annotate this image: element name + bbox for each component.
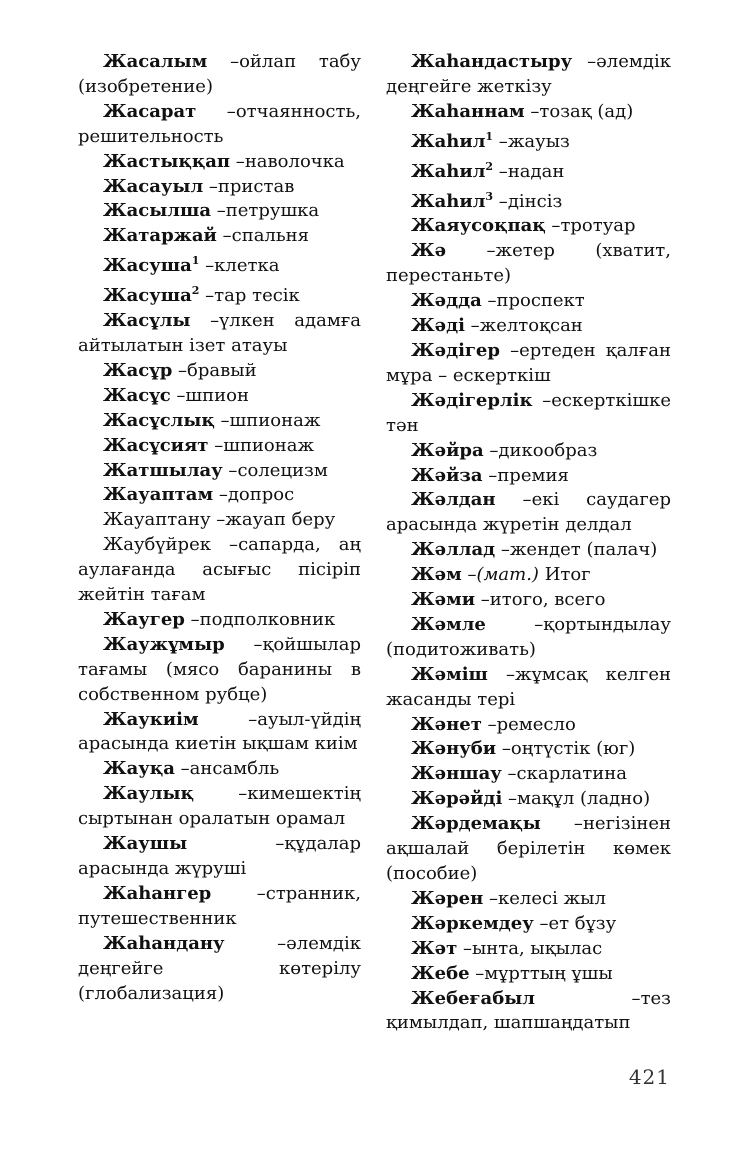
entry-homonym-number: 1 [485,129,494,143]
dictionary-entry [386,887,671,912]
entry-term: Жауқа [103,758,175,780]
entry-term: Жасарат [103,100,197,122]
entry-dash [190,310,219,331]
dictionary-entry [386,663,671,713]
entry-dash [211,509,226,530]
entry-definition: пристав [217,175,295,197]
entry-definition: негізінен ақшалай берілетін көмек (пособие) [386,813,671,884]
entry-term: Жаукиім [103,708,199,730]
dictionary-entry [386,937,671,962]
entry-definition: шпионаж [223,434,315,456]
dictionary-entry [386,563,671,588]
entry-definition: мұрттың ұшы [484,962,613,984]
entry-definition: кимешектің сыртынан оралатын орамал [78,783,361,830]
entry-definition: ремесло [496,713,576,735]
entry-dash [500,340,519,361]
entry-term: Жәйза [411,464,483,486]
entry-definition: шпионаж [229,409,321,431]
dictionary-entry [386,464,671,489]
entry-term: Жаһил [411,190,486,212]
entry-term: Жасуша [103,285,192,307]
entry-dash [541,813,583,834]
entry-definition: әлемдік деңгейге көтерілу (глобализация) [78,932,361,1004]
entry-definition: наволочка [244,150,345,172]
entry-term: Жәдігерлік [411,389,533,411]
entry-definition: жауыз [507,130,570,152]
entry-term: Жасылша [103,200,211,222]
dictionary-entry [78,359,361,384]
entry-dash [572,51,596,72]
entry-dash [496,489,532,510]
entry-dash [484,440,499,461]
entry-definition: қортындылау (подитоживать) [386,613,671,660]
entry-dash [225,933,287,954]
entry-definition: проспект [496,290,585,312]
dictionary-entry [386,762,671,787]
entry-definition: отчаянность, решительность [78,100,361,147]
entry-dash [199,709,258,730]
dictionary-entry [78,708,361,758]
entry-term: Жаулық [103,783,194,805]
entry-dash [482,290,497,311]
entry-term: Жаһил [411,130,486,152]
dictionary-entry [78,832,361,882]
entry-term: Жауаптану [103,509,211,531]
entry-definition: ынта, ықылас [471,937,603,959]
entry-dash [211,883,265,904]
entry-homonym-number: 3 [485,189,494,203]
entry-definition: қойшылар тағамы (мясо баранины в собственном рубце) [78,633,361,705]
entry-dash [502,788,517,809]
entry-dash [446,240,495,261]
entry-dash [208,435,223,456]
entry-term: Жаубүйрек [103,534,211,556]
entry-term: Жәді [411,315,465,337]
entry-term: Жаугер [103,608,185,630]
dictionary-entry [78,50,361,100]
entry-term: Жәрдемақы [411,813,541,835]
entry-dash [187,833,284,854]
entry-definition: оңтүстік (юг) [510,738,636,760]
entry-term: Жасалым [103,51,208,72]
entry-definition: желтоқсан [479,315,583,337]
dictionary-entry [386,737,671,762]
dictionary-entry [386,538,671,563]
entry-term: Жебе [411,962,470,984]
dictionary-entry [78,224,361,249]
entry-term: Жәйра [411,439,484,461]
entry-term: Жәміш [411,663,488,685]
entry-dash [483,465,498,486]
dictionary-entry [386,239,671,289]
entry-definition: подполковник [199,608,336,630]
entry-dash [194,783,247,804]
dictionary-entry [78,608,361,633]
entry-term: Жәнуби [411,738,497,760]
dictionary-entry [78,249,361,279]
entry-definition: әлемдік деңгейге жеткізу [386,51,671,97]
entry-dash [493,161,508,182]
dictionary-entry [78,633,361,708]
entry-term: Жатаржай [103,225,217,247]
dictionary-entry [386,987,671,1037]
dictionary-entry [386,289,671,314]
dictionary-entry [78,384,361,409]
entry-dash [525,101,540,122]
entry-dash [482,714,497,735]
entry-term: Жасұс [103,384,171,406]
entry-term: Жауаптам [103,484,214,506]
entry-definition: ансамбль [189,758,280,780]
entry-dash [207,51,239,72]
entry-definition: үлкен адамға айтылатын ізет атауы [78,310,361,356]
entry-definition: ауыл-үйдің арасында киетін ықшам киім [78,708,361,755]
dictionary-entry [386,912,671,937]
entry-definition: итого, всего [489,589,606,611]
entry-term: Жәллад [411,539,496,561]
entry-dash [462,564,477,585]
entry-dash [203,176,218,197]
page-number: 421 [628,1065,670,1089]
entry-term: Жасұр [103,359,173,381]
entry-dash [488,664,515,685]
entry-definition: жетер (хватит, перестаньте) [386,240,671,287]
dictionary-entry [78,483,361,508]
entry-definition: тротуар [560,215,636,237]
entry-dash [493,131,508,152]
dictionary-entry [78,757,361,782]
entry-term: Жәрен [411,887,484,909]
dictionary-entry [386,787,671,812]
entry-dash [534,913,549,934]
entry-dash [196,101,236,122]
entry-definition: ескерткішке тән [386,389,671,436]
entry-dash [211,200,226,221]
entry-definition: екі саудагер арасында жүретін делдал [386,489,671,536]
entry-term: Жәми [411,589,476,611]
entry-homonym-number: 1 [191,254,200,268]
entry-definition: премия [497,464,569,486]
entry-definition: сапарда, аң аулағанда асығыс пісіріп жейтін тағам [78,534,361,606]
entry-term: Жасауыл [103,175,204,197]
dictionary-entry [78,100,361,150]
entry-definition: Итог [544,564,591,586]
entry-term: Жаһангер [103,882,212,904]
entry-dash [175,758,190,779]
entry-dash [465,315,480,336]
entry-definition: спальня [231,225,310,247]
dictionary-entry [386,339,671,389]
dictionary-entry [386,713,671,738]
entry-definition: ойлап табу (изобретение) [78,51,361,97]
entry-dash [213,484,228,505]
entry-dash [185,609,200,630]
entry-definition: құдалар арасында жүруші [78,833,361,879]
entry-homonym-number: 2 [191,284,200,298]
entry-definition: клетка [214,255,280,277]
entry-dash [225,634,263,655]
entry-dash [223,460,238,481]
entry-dash [493,191,508,212]
entry-term: Жаушы [103,833,188,855]
entry-definition: петрушка [225,200,320,222]
dictionary-entry [78,279,361,309]
dictionary-entry [386,588,671,613]
entry-dash [495,539,510,560]
dictionary-entry [78,459,361,484]
entry-term: Жә [411,240,447,262]
dictionary-entry [78,782,361,832]
entry-homonym-number: 2 [485,159,494,173]
entry-term: Жәт [411,937,458,959]
entry-term: Жәнет [411,713,482,735]
entry-term: Жәмле [411,613,486,635]
entry-term: Жәркемдеу [411,912,534,934]
dictionary-entry [78,309,361,359]
dictionary-entry [78,150,361,175]
dictionary-entry [386,389,671,439]
entry-definition: жұмсақ келген жасанды тері [386,663,671,710]
entry-term: Жасұлы [103,310,191,332]
dictionary-entry [386,439,671,464]
dictionary-entry [386,962,671,987]
entry-term: Жәдігер [411,339,500,361]
entry-dash [215,410,230,431]
entry-definition: жауап беру [225,509,336,531]
dictionary-entry [386,488,671,538]
entry-term: Жасұслық [103,409,215,431]
entry-note: (мат.) [476,564,539,586]
entry-term: Жәрәйді [411,788,503,810]
entry-dash [502,763,517,784]
entry-dash [533,390,552,411]
entry-dash [546,215,561,236]
entry-dash [172,360,187,381]
entry-dash [230,151,245,172]
dictionary-entry [386,185,671,215]
entry-definition: бравый [187,359,257,381]
entry-term: Жаһандастыру [411,51,573,72]
dictionary-entry [78,508,361,533]
entry-term: Жәм [411,564,462,586]
entry-dash [457,938,472,959]
dictionary-entry [386,214,671,239]
left-column [78,50,361,1006]
entry-dash [199,285,214,306]
entry-definition: дикообраз [498,439,598,461]
entry-definition: келесі жыл [498,887,606,909]
entry-term: Жаужұмыр [103,633,225,655]
dictionary-entry [386,155,671,185]
entry-dash [470,963,485,984]
right-column [386,50,671,1036]
dictionary-entry [78,175,361,200]
entry-term: Жаһандану [103,932,225,954]
entry-definition: ертеден қалған мұра – ескерткіш [386,339,671,386]
entry-dash [199,255,214,276]
entry-definition: тар тесік [214,285,300,307]
entry-term: Жастыққап [103,150,231,172]
entry-term: Жаһил [411,160,486,182]
dictionary-entry [386,125,671,155]
entry-term: Жаяусоқпақ [411,215,546,237]
entry-term: Жәншау [411,763,502,785]
dictionary-entry [78,533,361,608]
entry-definition: странник, путешественник [78,882,361,929]
entry-term: Жасұсият [103,434,209,456]
entry-definition: скарлатина [516,763,627,785]
dictionary-entry [78,199,361,224]
dictionary-entry [386,314,671,339]
entry-definition: ет бұзу [548,912,617,934]
entry-definition: допрос [227,484,295,506]
entry-definition: жендет (палач) [509,539,658,561]
dictionary-entry [386,100,671,125]
entry-definition: тозақ (ад) [539,100,634,122]
entry-term: Жаһаннам [411,100,525,122]
entry-definition: дінсіз [507,190,563,212]
dictionary-entry [386,50,671,100]
entry-dash [535,988,641,1009]
entry-dash [486,614,543,635]
entry-dash [483,888,498,909]
dictionary-entry [78,409,361,434]
entry-definition: тез қимылдап, шапшаңдатып [386,987,671,1034]
entry-term: Жебеғабыл [411,987,535,1009]
entry-dash [496,738,511,759]
entry-term: Жәдда [411,290,482,312]
entry-dash [475,589,490,610]
dictionary-entry [78,932,361,1007]
dictionary-entry [78,434,361,459]
entry-definition: солецизм [237,459,328,481]
dictionary-entry [78,882,361,932]
entry-term: Жәлдан [411,489,496,511]
entry-term: Жатшылау [103,459,223,481]
entry-term: Жасуша [103,255,192,277]
entry-definition: шпион [185,384,249,406]
entry-dash [211,534,238,555]
entry-definition: надан [507,160,565,182]
dictionary-entry [386,613,671,663]
entry-dash [171,385,186,406]
entry-dash [217,225,232,246]
entry-definition: мақұл (ладно) [517,788,651,810]
dictionary-entry [386,812,671,887]
